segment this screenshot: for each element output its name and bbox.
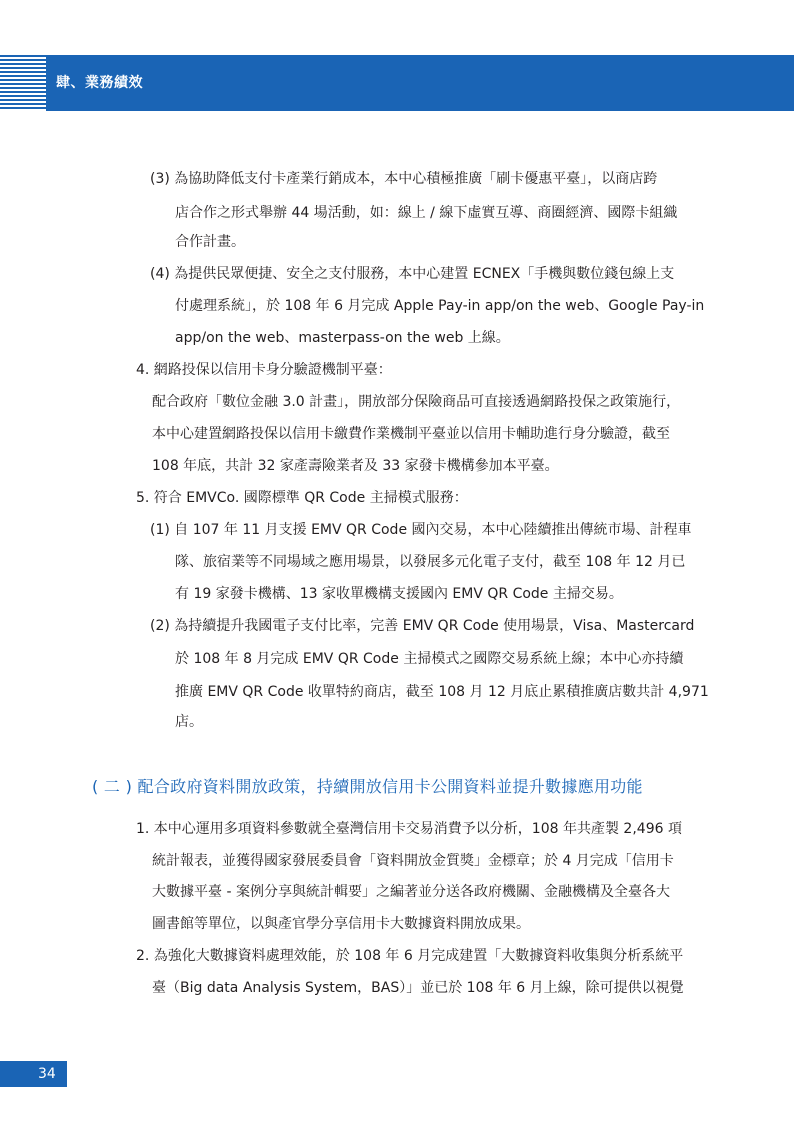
- paragraph-4-line-1: (4) 為提供民眾便捷、安全之支付服務，本中心建置 ECNEX「手機與數位錢包線上支: [150, 266, 675, 282]
- paragraph-5-2-line-1: (2) 為持續提升我國電子支付比率，完善 EMV QR Code 使用場景，Visa、Mastercard: [150, 618, 695, 634]
- paragraph-5-1-line-2: 隊、旅宿業等不同場域之應用場景，以發展多元化電子支付，截至 108 年 12 月已: [175, 554, 686, 570]
- section-2-item-1-line-4: 圖書館等單位，以與產官學分享信用卡大數據資料開放成果。: [152, 916, 530, 932]
- header-band: [46, 55, 794, 111]
- section-2-item-1-line-1: 1. 本中心運用多項資料參數就全臺灣信用卡交易消費予以分析，108 年共產製 2,496 項: [136, 821, 682, 837]
- paragraph-4-line-3: app/on the web、masterpass-on the web 上線。: [175, 330, 510, 346]
- section-2-item-2-line-2: 臺（Big data Analysis System，BAS）」並已於 108 年 6 月上線，除可提供以視覺: [152, 980, 684, 996]
- section-2-item-2-line-1: 2. 為強化大數據資料處理效能，於 108 年 6 月完成建置「大數據資料收集與分析系統平: [136, 948, 684, 964]
- item-5-title: 5. 符合 EMVCo. 國際標準 QR Code 主掃模式服務：: [136, 490, 468, 506]
- header-stripes-decoration: [0, 55, 46, 111]
- paragraph-5-2-line-3: 推廣 EMV QR Code 收單特約商店，截至 108 月 12 月底止累積推廣店數共計 4,971: [175, 684, 709, 700]
- paragraph-3-line-1: (3) 為協助降低支付卡產業行銷成本，本中心積極推廣「刷卡優惠平臺」，以商店跨: [150, 171, 658, 187]
- paragraph-5-1-line-1: (1) 自 107 年 11 月支援 EMV QR Code 國內交易，本中心陸續推出傳統市場、計程車: [150, 522, 692, 538]
- paragraph-3-line-2: 店合作之形式舉辦 44 場活動，如：線上 / 線下虛實互導、商圈經濟、國際卡組織: [175, 205, 678, 221]
- paragraph-5-2-line-2: 於 108 年 8 月完成 EMV QR Code 主掃模式之國際交易系統上線；本中心亦持續: [175, 651, 684, 667]
- section-2-heading: ( 二 ) 配合政府資料開放政策，持續開放信用卡公開資料並提升數據應用功能: [92, 777, 643, 796]
- item-4-line-1: 配合政府「數位金融 3.0 計畫」，開放部分保險商品可直接透過網路投保之政策施行，: [152, 394, 681, 410]
- page-number-box: [0, 1061, 67, 1087]
- section-2-item-1-line-3: 大數據平臺 - 案例分享與統計輯要」之編著並分送各政府機關、金融機構及全臺各大: [152, 884, 670, 900]
- item-4-line-2: 本中心建置網路投保以信用卡繳費作業機制平臺並以信用卡輔助進行身分驗證，截至: [152, 426, 670, 442]
- paragraph-4-line-2: 付處理系統」，於 108 年 6 月完成 Apple Pay-in app/on the web、Google Pay-in: [175, 298, 705, 314]
- paragraph-5-2-line-4: 店。: [175, 714, 203, 730]
- section-2-item-1-line-2: 統計報表，並獲得國家發展委員會「資料開放金質獎」金標章；於 4 月完成「信用卡: [152, 853, 674, 869]
- item-4-line-3: 108 年底，共計 32 家產壽險業者及 33 家發卡機構參加本平臺。: [152, 458, 559, 474]
- chapter-title: 肆、業務績效: [56, 75, 143, 91]
- page-number: 34: [38, 1066, 56, 1082]
- paragraph-3-line-3: 合作計畫。: [175, 234, 245, 250]
- item-4-title: 4. 網路投保以信用卡身分驗證機制平臺：: [136, 362, 392, 378]
- paragraph-5-1-line-3: 有 19 家發卡機構、13 家收單機構支援國內 EMV QR Code 主掃交易。: [175, 586, 623, 602]
